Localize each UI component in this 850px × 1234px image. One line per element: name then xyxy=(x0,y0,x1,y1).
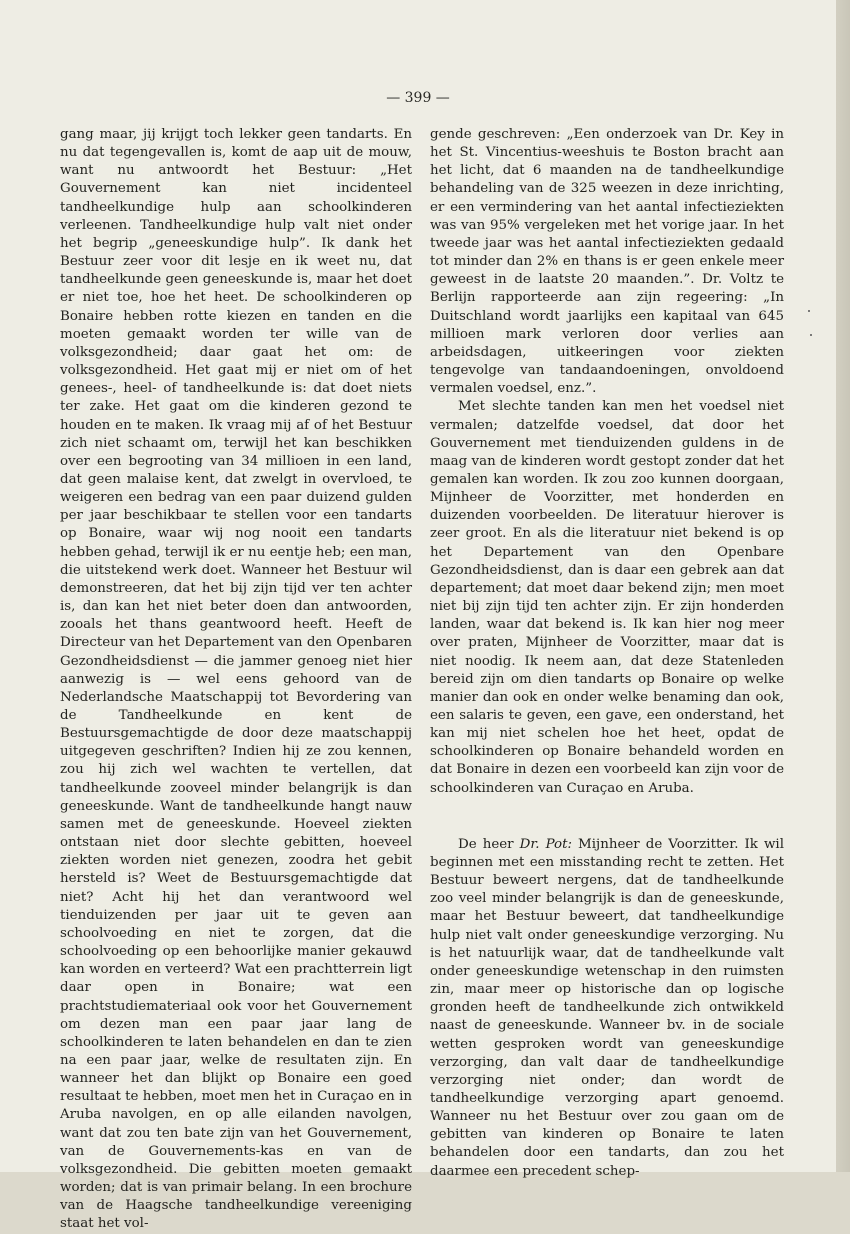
speaker-lead: De heer xyxy=(458,836,520,852)
margin-dot xyxy=(808,310,810,312)
page-edge xyxy=(836,0,850,1172)
margin-marks xyxy=(808,310,814,340)
right-paragraph-3 xyxy=(430,836,784,1181)
right-paragraph-1: gende geschreven: „Een onderzoek van Dr. Key in het St. Vincentius-weeshuis te Boston bracht aan het licht, dat 6 maanden na de tandheelkundige behandeling van de 325 weezen in deze inrichting, er een vermindering van het aantal infectieziekten was van 95% vergeleken met het vorige jaar. In het tweede jaar was het aantal infectieziekten gedaald tot minder dan 2% en thans is er geen enkele meer geweest in de laatste 20 maanden.”. Dr. Voltz te Berlijn rapporteerde aan zijn regeering: „In Duitschland wordt jaarlijks een kapitaal van 645 millioen mark verloren door verlies aan arbeidsdagen, uitkeeringen voor ziekten tengevolge van tandaandoeningen, onvoldoend vermalen voedsel, enz.”. xyxy=(430,127,784,397)
left-paragraph-1: gang maar, jij krijgt toch lekker geen tandarts. En nu dat tegengevallen is, komt de aap uit de mouw, want nu antwoordt het Bestuur: „Het Gouvernement kan niet incidenteel tandheelkundige hulp aan schoolkinderen verleenen. Tandheelkundige hulp valt niet onder het begrip „geneeskundige hulp”. Ik dank het Bestuur zeer voor dit lesje en ik weet nu, dat tandheelkunde geen geneeskunde is, maar het doet er niet toe, hoe het heet. De schoolkinderen op Bonaire hebben rotte kiezen en tanden en die moeten gemaakt worden ter wille van de volksgezondheid; daar gaat het om: de volksgezondheid. Het gaat mij er niet om of het genees-, heel- of tandheelkunde is: dat doet niets ter zake. Het gaat om die kinderen gezond te houden en te maken. Ik vraag mij af of het Bestuur zich niet schaamt om, terwijl het kan beschikken over een begrooting van 34 millioen in een land, dat geen malaise kent, dat zwelgt in overvloed, te weigeren een bedrag van een paar duizend gulden per jaar beschikbaar te stellen voor een tandarts op Bonaire, waar wij nog nooit een tandarts hebben gehad, terwijl ik er nu eentje heb; een man, die uitstekend werk doet. Wanneer het Bestuur wil demonstreeren, dat het bij zijn tijd ver ten achter is, dan kan het niet beter doen dan antwoorden, zooals het thans geantwoord heeft. Heeft de Directeur van het Departement van den Openbaren Gezondheidsdienst — die jammer genoeg niet hier aanwezig is — wel eens gehoord van de Nederlandsche Maatschappij tot Bevordering van de Tandheelkunde en kent de Bestuursgemachtigde de door deze maatschappij uitgegeven geschriften? Indien hij ze zou kennen, zou hij zich wel wachten te vertellen, dat tandheelkunde zooveel minder belangrijk is dan geneeskunde. Want de tandheelkunde hangt nauw samen met de geneeskunde. Hoeveel ziekten ontstaan niet door slechte gebitten, hoeveel ziekten worden niet genezen, zoodra het gebit hersteld is? Weet de Bestuursgemachtigde dat niet? Acht hij het dan verantwoord wel tienduizenden per jaar uit te geven aan schoolvoeding en niet te zorgen, dat die schoolvoeding op een behoorlijke manier gekauwd kan worden en verteerd? Wat een prachtterrein ligt daar open in Bonaire; wat een prachtstudiemateriaal ook voor het Gouvernement om dezen man een paar jaar lang de schoolkinderen te laten behandelen en dan te zien na een paar jaar, welke de resultaten zijn. En wanneer het dan blijkt op Bonaire een goed resultaat te hebben, moet men het in Curaçao en in Aruba navolgen, en op alle eilanden navolgen, want dat zou ten bate zijn van het Gouvernement, van de Gouvernements-kas en van de volksgezondheid. Die gebitten moeten gemaakt worden; dat is van primair belang. In een brochure van de Haagsche tandheelkundige vereeniging staat het vol- xyxy=(60,127,412,1232)
page-number: — 399 — xyxy=(386,90,450,106)
right-column xyxy=(430,126,784,1181)
margin-dot xyxy=(810,334,812,336)
speech-text: Mijnheer de Voorzitter. Ik wil beginnen met een misstanding recht te zetten. Het Bestuur beweert nergens, dat de tandheelkunde zoo veel minder belangrijk is dan de geneeskunde, maar het Bestuur beweert, dat tandheelkundige hulp niet valt onder geneeskundige verzorging. Nu is het natuurlijk waar, dat de tandheelkunde valt onder geneeskundige wetenschap in den ruimsten zin, maar meer op historische dan op logische gronden heeft de tandheelkunde zich ontwikkeld naast de geneeskunde. Wanneer bv. in de sociale wetten gesproken wordt van geneeskundige verzorging, dan valt daar de tandheelkundige verzorging niet onder; dan wordt de tandheelkundige verzorging apart genoemd. Wanneer nu het Bestuur over zou gaan om de gebitten van kinderen op Bonaire te laten behandelen door een tandarts, dan zou het daarmee een precedent schep- xyxy=(430,836,784,1179)
left-column xyxy=(60,126,412,1234)
right-paragraph-2: Met slechte tanden kan men het voedsel niet vermalen; datzelfde voedsel, dat door het Gouvernement met tienduizenden guldens in de maag van de kinderen wordt gestopt zonder dat het gemalen kan worden. Ik zou zoo kunnen doorgaan, Mijnheer de Voorzitter, met honderden en duizenden voorbeelden. De literatuur hierover is zeer groot. En als die literatuur niet bekend is op het Departement van den Openbare Gezondheidsdienst, dan is daar een gebrek aan dat departement; dat moet daar bekend zijn; men moet niet bij zijn tijd ten achter zijn. Er zijn honderden landen, waar dat bekend is. Ik kan hier nog meer over praten, Mijnheer de Voorzitter, maar dat is niet noodig. Ik neem aan, dat deze Statenleden bereid zijn om dien tandarts op Bonaire op welke manier dan ook en onder welke benaming dan ook, een salaris te geven, een gave, een onderstand, het kan mij niet schelen hoe het heet, opdat de schoolkinderen op Bonaire behandeld worden en dat Bonaire in dezen een voorbeeld kan zijn voor de schoolkinderen van Curaçao en Aruba. xyxy=(430,399,784,796)
speaker-name: Dr. Pot: xyxy=(519,836,573,852)
